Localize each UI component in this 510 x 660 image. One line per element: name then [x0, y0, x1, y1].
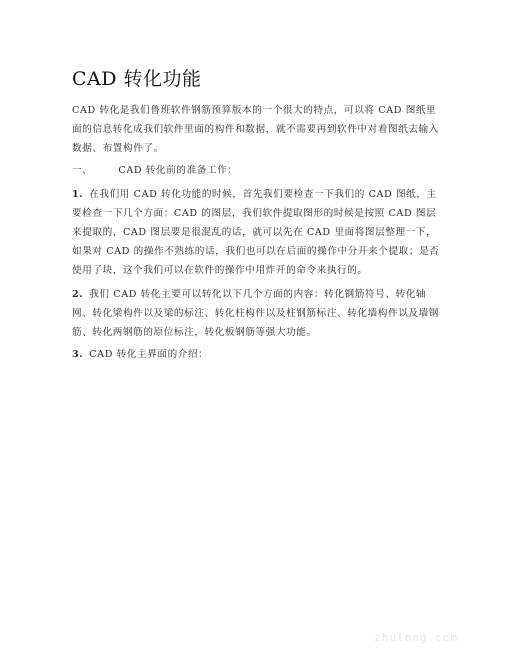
watermark: zhulong.com: [374, 631, 458, 644]
section-title: CAD 转化前的准备工作：: [118, 165, 238, 176]
list-item: [72, 285, 444, 342]
list-item-text: 我们 CAD 转化主要可以转化以下几个方面的内容：转化钢筋符号、转化轴网、转化梁构件以及梁的标注、转化柱构件以及柱钢筋标注、转化墙构件以及墙钢筋、转化两钢筋的原位标注，转化板钢筋等强大功能。: [72, 289, 439, 338]
list-item-number: 3.: [72, 349, 84, 360]
section-heading: [72, 161, 444, 180]
list-item-number: 1.: [72, 189, 84, 200]
section-marker: 一、: [72, 165, 93, 176]
document-title: CAD 转化功能: [72, 68, 202, 90]
list-item-number: 2.: [72, 289, 84, 300]
list-item-text: 在我们用 CAD 转化功能的时候，首先我们要检查一下我们的 CAD 图纸，主要检查一下几个方面：CAD 的图层，我们软件提取图形的时候是按照 CAD 图层来提取的，CAD 图层要是很混乱的话，就可以先在 CAD 里面将图层整理一下，如果对 CAD 的操作不熟练的话，我们也可以在后面的操作中分开来个提取；是否使用了块，这个我们可以在软件的操作中用炸开的命令来执行的。: [72, 189, 440, 276]
list-item: [72, 185, 444, 280]
intro-paragraph: CAD 转化是我们鲁班软件钢筋预算版本的一个很大的特点，可以将 CAD 图纸里面的信息转化成我们软件里面的构件和数据，就不需要再到软件中对着图纸去输入数据、布置构件了。: [72, 105, 439, 154]
list-item-text: CAD 转化主界面的介绍：: [89, 349, 209, 360]
list-item: [72, 345, 444, 364]
